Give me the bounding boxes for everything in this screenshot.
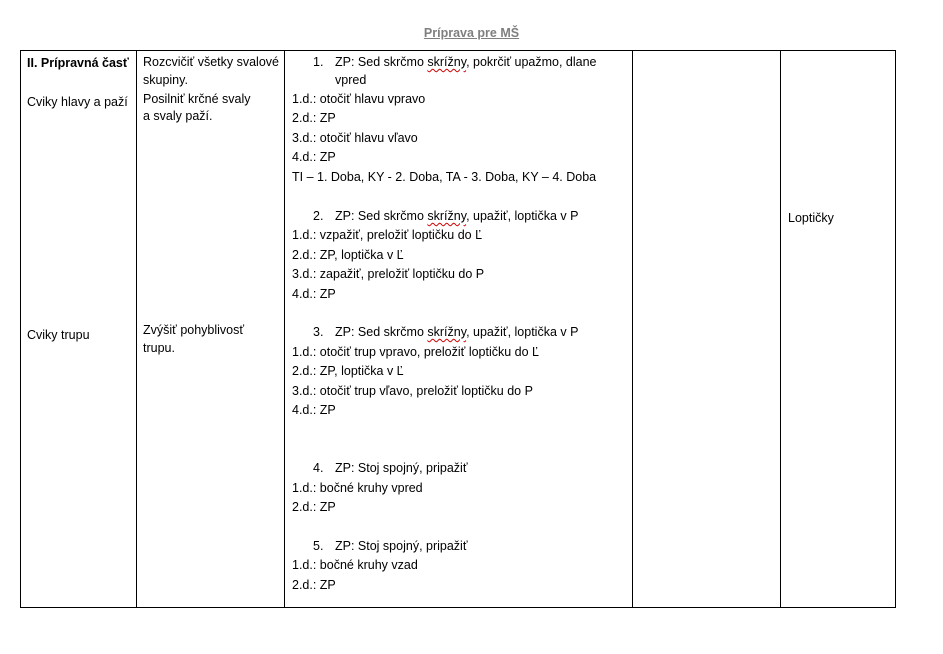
column-divider [780,51,781,607]
exercise-step: 1.d.: bočné kruhy vzad [292,558,418,572]
goal-text: trupu. [143,341,175,355]
exercise-2-start-position: 2. ZP: Sed skrčmo skrížny, upažiť, loptička v P [313,209,579,223]
exercise-step: 2.d.: ZP, loptička v Ľ [292,364,404,378]
exercise-step: 2.d.: ZP [292,111,336,125]
exercise-step: 1.d.: vzpažiť, preložiť loptičku do Ľ [292,228,483,242]
goal-text: skupiny. [143,73,188,87]
spellcheck-underlined-word: skrížny [427,55,467,69]
exercise-step: 1.d.: bočné kruhy vpred [292,481,423,495]
exercise-step: 2.d.: ZP [292,578,336,592]
exercise-step: 4.d.: ZP [292,403,336,417]
exercise-step: 3.d.: zapažiť, preložiť loptičku do P [292,267,485,281]
exercise-step: 4.d.: ZP [292,287,336,301]
section-label-head-arms: Cviky hlavy a paží [27,95,128,109]
exercise-step: 4.d.: ZP [292,150,336,164]
exercise-number: 2. [313,209,324,223]
document-title: Príprava pre MŠ [423,26,520,40]
goal-text: Posilniť krčné svaly [143,92,251,106]
exercise-number: 5. [313,539,324,553]
goal-text: a svaly paží. [143,109,213,123]
exercise-number: 4. [313,461,324,475]
equipment-label: Loptičky [788,211,834,225]
exercise-1-start-position-cont: vpred [335,73,367,87]
exercise-5-start-position: 5. ZP: Stoj spojný, pripažiť [313,539,468,553]
exercise-step: 1.d.: otočiť hlavu vpravo [292,92,426,106]
exercise-4-start-position: 4. ZP: Stoj spojný, pripažiť [313,461,468,475]
exercise-1-start-position: 1. ZP: Sed skrčmo skrížny, pokrčiť upažmo, dlane [313,55,597,69]
column-divider [284,51,285,607]
exercise-rhythm: TI – 1. Doba, KY - 2. Doba, TA - 3. Doba, KY – 4. Doba [292,170,597,184]
column-divider [136,51,137,607]
exercise-number: 1. [313,55,324,69]
column-divider [632,51,633,607]
goal-text: Zvýšiť pohyblivosť [143,323,245,337]
goal-text: Rozcvičiť všetky svalové [143,55,279,69]
spellcheck-underlined-word: skrížny [427,209,467,223]
section-label-trunk: Cviky trupu [27,328,90,342]
exercise-number: 3. [313,325,324,339]
spellcheck-underlined-word: skrížny [427,325,467,339]
exercise-3-start-position: 3. ZP: Sed skrčmo skrížny, upažiť, loptička v P [313,325,579,339]
exercise-step: 3.d.: otočiť trup vľavo, preložiť loptičku do P [292,384,533,398]
exercise-step: 1.d.: otočiť trup vpravo, preložiť loptičku do Ľ [292,345,540,359]
exercise-step: 3.d.: otočiť hlavu vľavo [292,131,418,145]
exercise-step: 2.d.: ZP, loptička v Ľ [292,248,404,262]
lesson-plan-table [20,50,896,608]
exercise-step: 2.d.: ZP [292,500,336,514]
section-heading: II. Prípravná časť [27,56,129,70]
